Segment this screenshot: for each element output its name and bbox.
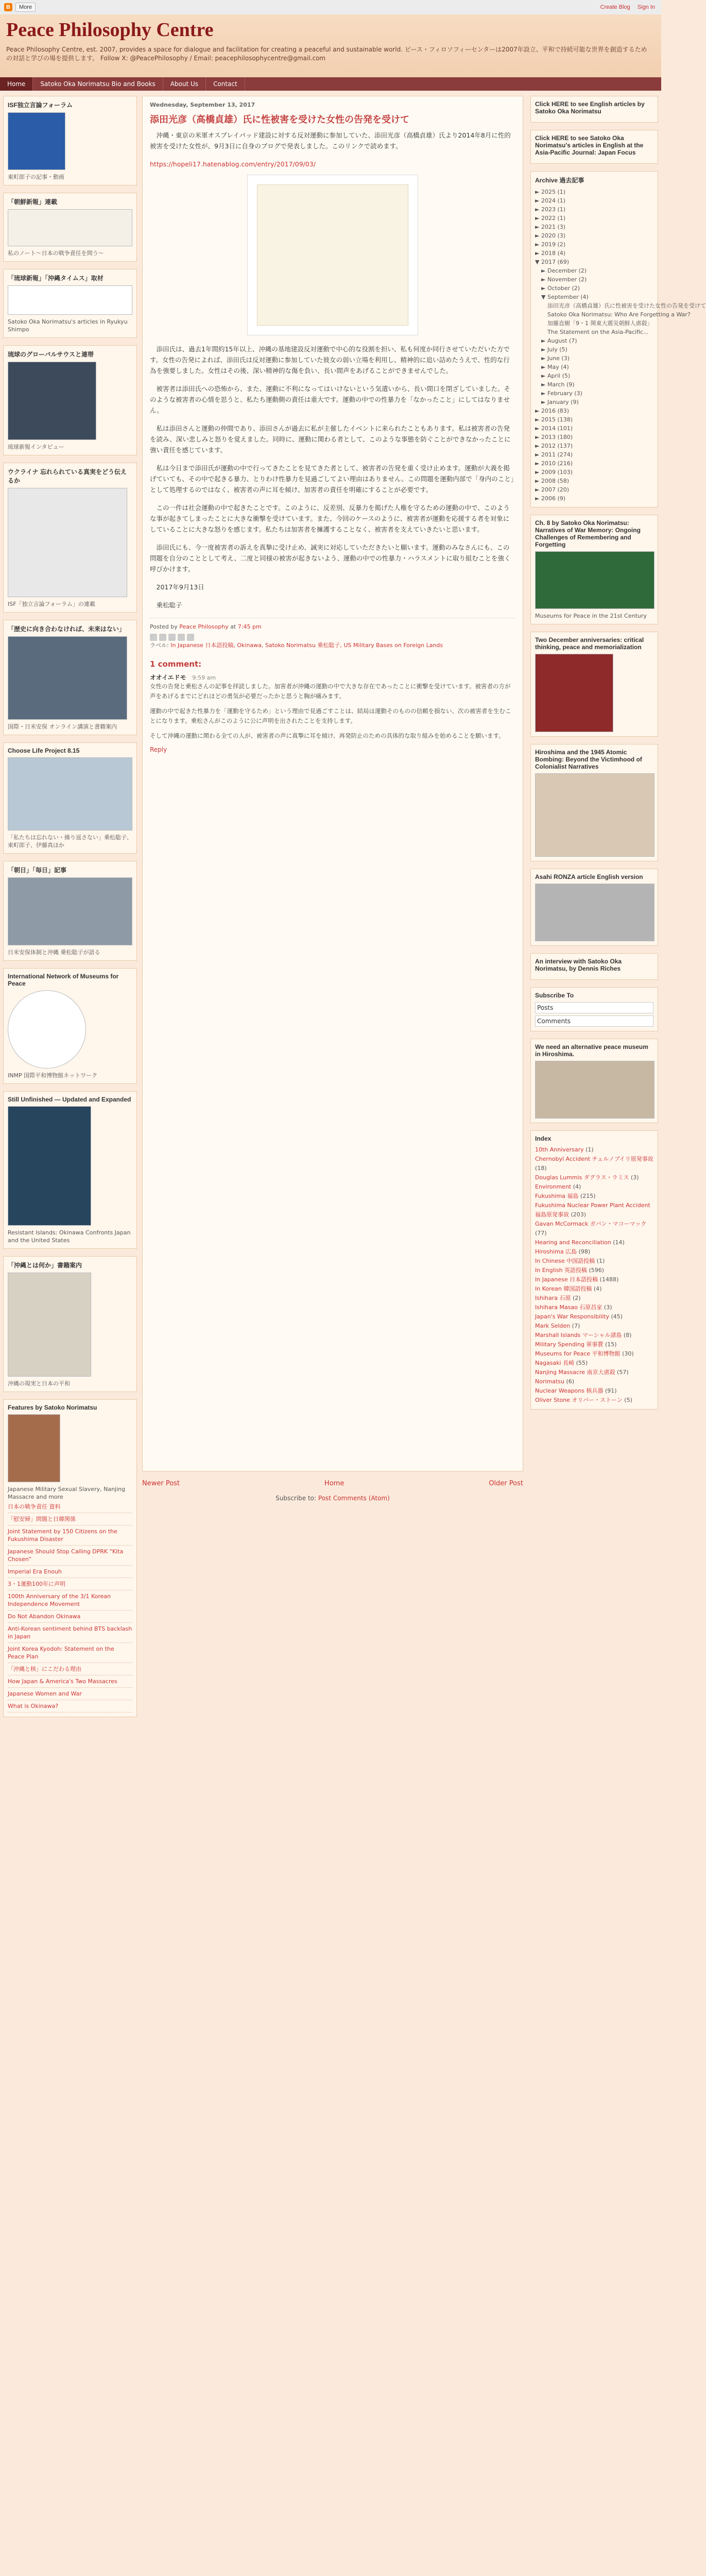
- newer-post-link[interactable]: Newer Post: [142, 1480, 180, 1487]
- choose-life-image[interactable]: [8, 757, 132, 831]
- label-list: [535, 1145, 653, 1405]
- label-item[interactable]: In Japanese 日本語投稿 (1488): [535, 1276, 619, 1283]
- gadget-index: [530, 1130, 658, 1410]
- gadget-caption[interactable]: 沖縄の現実と日本の平和: [8, 1380, 70, 1387]
- label-item[interactable]: Nuclear Weapons 核兵器 (91): [535, 1387, 617, 1394]
- archive-tree: [535, 188, 706, 503]
- gadget-caption[interactable]: Museums for Peace in the 21st Century: [535, 613, 647, 619]
- label-item[interactable]: Fukushima Nuclear Power Plant Accident 福島原発事故 (203): [535, 1202, 650, 1218]
- subscribe-footer: [142, 1495, 523, 1502]
- archive-month[interactable]: ► October (2): [541, 285, 580, 292]
- list-item[interactable]: 3・1運動100年に声明: [8, 1578, 132, 1590]
- archive-year[interactable]: ► 2025 (1): [535, 189, 566, 195]
- label-item[interactable]: Marshall Islands マーシャル諸島 (8): [535, 1332, 632, 1338]
- archive-post[interactable]: 加藤直樹「9・1 関東大震災朝鮮人虐殺」: [547, 320, 653, 327]
- gadget-subscribe: [530, 987, 658, 1031]
- share-pinterest-icon[interactable]: [187, 634, 194, 641]
- label-item[interactable]: Japan's War Responsibility (45): [535, 1313, 623, 1320]
- comments-section: [150, 659, 515, 753]
- label-item[interactable]: In English 英語投稿 (596): [535, 1267, 605, 1274]
- page-tabs: [0, 77, 661, 91]
- list-item[interactable]: 日本の戦争責任 資料: [8, 1501, 132, 1513]
- archive-year[interactable]: ► 2014 (101): [535, 425, 573, 432]
- label-item[interactable]: In Chinese 中国語投稿 (1): [535, 1258, 605, 1264]
- gadget-title[interactable]: An interview with Satoko Oka Norimatsu, by Dennis Riches: [535, 958, 622, 972]
- gadget-caption[interactable]: 琉球新報インタビュー: [8, 444, 64, 450]
- ryukyu-shimpo-logo[interactable]: [8, 285, 132, 315]
- label-item[interactable]: Military Spending 軍事費 (15): [535, 1341, 617, 1348]
- archive-month[interactable]: ► April (5): [541, 372, 571, 379]
- comment-paragraph: そして沖縄の運動に関わる全ての人が、被害者の声に真摯に耳を傾け、再発防止のための具体的な取り組みを始めることを願います。: [150, 732, 505, 739]
- gadget-caption[interactable]: ISF「独立言論フォーラム」の連載: [8, 601, 95, 607]
- list-item[interactable]: Do Not Abandon Okinawa: [8, 1611, 132, 1623]
- gadget-caption[interactable]: 「私たちは忘れない・繰り返さない」乗松聡子、東町郎子、伊藤真ほか: [8, 834, 132, 849]
- blog-description: Peace Philosophy Centre, est. 2007, provides a space for dialogue and facilitation for creating a peaceful and sustainable world. ピース・フィロソフィーセンターは2007年設立、平和で持続可能な世界を創造するための対話と学びの場を提供します。 Follow X: @PeacePhilosophy / Email: peacephilosophycentre@gmail.com: [6, 46, 647, 62]
- archive-post[interactable]: 添田光彦（高橋貞雄）氏に性被害を受けた女性の告発を受けて: [547, 302, 706, 309]
- list-item[interactable]: Joint Statement by 150 Citizens on the Fukushima Disaster: [8, 1526, 132, 1546]
- gadget-title: ISF独立言論フォーラム: [8, 101, 73, 109]
- blogger-navbar: [0, 0, 661, 15]
- archive-year[interactable]: ► 2012 (137): [535, 443, 573, 449]
- subscribe-atom-link[interactable]: Post Comments (Atom): [318, 1495, 390, 1502]
- inmp-logo[interactable]: [8, 990, 86, 1069]
- comment-paragraph: 女性の告発と乗松さんの記事を拝読しました。加害者が沖縄の運動の中で大きな存在であったことに衝撃を受けています。被害者の方が声をあげるまでにどれほどの勇気が必要だったかと思うと胸が痛みます。: [150, 683, 511, 700]
- gadget-museum: [530, 1039, 658, 1123]
- list-item[interactable]: How Japan & America's Two Massacres: [8, 1675, 132, 1688]
- post-body: [150, 130, 515, 611]
- archive-month[interactable]: ► January (9): [541, 399, 579, 405]
- more-button[interactable]: More: [15, 3, 36, 12]
- post-paragraph: 添田氏にも、今一度被害者の訴えを真摯に受け止め、誠実に対応していただきたいと願います。運動のみなさんにも、この問題を自分のこととして考え、二度と同様の被害が起きないよう、運動の中での性暴力・ハラスメントに取り組むことを強く呼びかけます。: [150, 544, 511, 573]
- list-item[interactable]: 100th Anniversary of the 3/1 Korean Independence Movement: [8, 1590, 132, 1611]
- gadget-history: [3, 620, 137, 735]
- post: [142, 96, 523, 1471]
- list-item[interactable]: Japanese Women and War: [8, 1688, 132, 1700]
- gadget-title: 「朝日」「毎日」記事: [8, 867, 67, 874]
- archive-year[interactable]: ► 2023 (1): [535, 206, 566, 213]
- asahi-image[interactable]: [8, 877, 132, 945]
- gadget-inmp: [3, 968, 137, 1084]
- archive-month[interactable]: ► March (9): [541, 381, 575, 388]
- isf-image[interactable]: [8, 112, 65, 170]
- post-paragraph: 私は今日まで添田氏が運動の中で行ってきたことを見てきた者として、被害者の告発を重く受け止めます。運動が大義を掲げていても、その中で起きる暴力、とりわけ性暴力を見過ごしてよい理由はありません。この問題を運動内部で「身内のこと」として処理するのではなく、被害者の声に耳を傾け、加害者の責任を明確にすることが必要です。: [150, 464, 514, 494]
- gadget-caption[interactable]: Japanese Military Sexual Slavery, Nanjing Massacre and more: [8, 1486, 126, 1500]
- label-item[interactable]: Chernobyl Accident チェルノブイリ原発事故 (18): [535, 1156, 653, 1172]
- right-sidebar: [530, 96, 706, 1417]
- gadget-book-chapter: [530, 515, 658, 624]
- label-item[interactable]: 10th Anniversary (1): [535, 1146, 594, 1153]
- archive-year[interactable]: ► 2015 (138): [535, 416, 573, 423]
- gadget-caption[interactable]: 私のノート〜日本の戦争責任を問う〜: [8, 250, 104, 257]
- okinawa-book-cover[interactable]: [8, 1273, 91, 1377]
- date-header: Wednesday, September 13, 2017: [150, 101, 255, 108]
- comment-body: [150, 682, 515, 741]
- donbass-image[interactable]: [8, 488, 127, 597]
- gadget-resistant-islands: [3, 1091, 137, 1249]
- history-image[interactable]: [8, 636, 127, 720]
- december-image[interactable]: [535, 654, 613, 732]
- gadget-japan-focus: [530, 130, 658, 164]
- main-content: [142, 96, 523, 1502]
- archive-year[interactable]: ► 2013 (180): [535, 434, 573, 440]
- feature-links: [8, 1501, 132, 1713]
- archive-year[interactable]: ► 2019 (2): [535, 241, 566, 248]
- gadget-caption[interactable]: 日米安保体制と沖縄 乗松聡子が語る: [8, 949, 100, 956]
- gadget-caption[interactable]: 国際・日米安保 オンライン講演と書籍案内: [8, 723, 117, 730]
- label-item[interactable]: Hiroshima 広島 (98): [535, 1248, 591, 1255]
- tab-home[interactable]: Home: [0, 77, 33, 91]
- subscribe-comments[interactable]: Comments: [535, 1015, 653, 1027]
- comments-heading: 1 comment:: [150, 659, 202, 669]
- label-item[interactable]: Mark Selden (7): [535, 1323, 580, 1329]
- resistant-islands-cover[interactable]: [8, 1106, 91, 1226]
- label-item[interactable]: Ishihara Masao 石原昌家 (3): [535, 1304, 612, 1311]
- gadget-caption[interactable]: INMP 国際平和博物館ネットワーク: [8, 1072, 98, 1079]
- archive-month[interactable]: ► August (7): [541, 337, 577, 344]
- post-intro: 沖縄・東京の米軍オスプレイパッド建設に対する反対運動に参加していた、添田光彦（高橋貞雄）氏より2014年8月に性的被害を受けた女性が、9月3日に自身のブログで発表しました。このリンクで読めます。: [150, 131, 511, 150]
- label-item[interactable]: In Korean 韓国語投稿 (4): [535, 1285, 602, 1292]
- archive-year[interactable]: ► 2006 (9): [535, 495, 566, 502]
- archive-year[interactable]: ► 2008 (58): [535, 478, 570, 484]
- post-paragraph: 私は添田さんと運動の仲間であり、添田さんが過去に私が主催したイベントに来られたこともあります。私は被害者の告発を読み、深い悲しみと怒りを覚えました。同時に、運動に関わる者として、このような事態を防ぐことができなかったことに強い責任を感じています。: [150, 425, 511, 454]
- museum-image[interactable]: [535, 1061, 655, 1118]
- gadget-title: ウクライナ 忘れられている真実をどう伝えるか: [8, 468, 127, 484]
- posted-by-label: Posted by: [150, 623, 178, 630]
- post-signature: 乗松聡子: [156, 601, 182, 609]
- archive-month[interactable]: ► December (2): [541, 267, 587, 274]
- post-paragraph: 被害者は添田氏への恐怖から、また、運動に不利になってはいけないという気遣いから、長い間口を閉ざしていました。そのような被害者の心情を思うと、私たち運動側の責任は重大です。運動の中での性暴力を「なかったこと」にしてはなりません。: [150, 385, 511, 414]
- email-icon[interactable]: [150, 634, 157, 641]
- gadget-choose-life: [3, 742, 137, 854]
- post-author-link[interactable]: Peace Philosophy: [179, 623, 229, 630]
- post-labels[interactable]: In Japanese 日本語投稿, Okinawa, Satoko Norimatsu 乗松聡子, US Military Bases on Foreign Lands: [170, 642, 443, 649]
- gadget-archive: [530, 171, 706, 507]
- archive-year[interactable]: ► 2018 (4): [535, 250, 566, 257]
- archive-title: Archive 過去記事: [535, 177, 584, 184]
- gadget-title: Asahi RONZA article English version: [535, 873, 643, 880]
- label-item[interactable]: Norimatsu (6): [535, 1378, 575, 1385]
- archive-year[interactable]: ► 2022 (1): [535, 215, 566, 222]
- label-item[interactable]: Hearing and Reconciliation (14): [535, 1239, 625, 1246]
- label-item[interactable]: Nagasaki 長崎 (55): [535, 1360, 588, 1366]
- gadget-features: [3, 1399, 137, 1717]
- global-south-image[interactable]: [8, 362, 96, 440]
- post-footer: Posted by Peace Philosophy at 7:45 pm ラベル: In Japanese 日本語投稿, Okinawa, Satoko Norimatsu 乗松聡子, US Military Bases on Foreign Lands: [150, 618, 515, 650]
- gadget-asahi-ronza: [530, 869, 658, 946]
- index-title: Index: [535, 1135, 552, 1142]
- ronza-image[interactable]: [535, 884, 655, 941]
- label-item[interactable]: Fukushima 福島 (215): [535, 1193, 596, 1199]
- archive-year[interactable]: ► 2009 (103): [535, 469, 573, 476]
- gadget-title: 「朝鮮新報」連載: [8, 198, 58, 206]
- gadget-title: Ch. 8 by Satoko Oka Norimatsu: Narratives of War Memory: Ongoing Challenges of Remembering and Forgetting: [535, 519, 641, 548]
- gadget-title: Still Unfinished — Updated and Expanded: [8, 1096, 131, 1103]
- subscribe-posts[interactable]: Posts: [535, 1002, 653, 1013]
- label-item[interactable]: Museums for Peace 平和博物館 (30): [535, 1350, 634, 1357]
- list-item[interactable]: 「慰安婦」問題と日韓関係: [8, 1513, 132, 1526]
- label-item[interactable]: Gavan McCormack ガバン・マコーマック (77): [535, 1221, 647, 1236]
- gadget-ukraine: [3, 463, 137, 613]
- gadget-caption[interactable]: 東町郎子の記事・動画: [8, 174, 64, 180]
- share-icons: [150, 634, 515, 641]
- list-item[interactable]: Anti-Korean sentiment behind BTS backlash in Japan: [8, 1623, 132, 1643]
- comment-author[interactable]: オオイエドモ: [150, 674, 186, 681]
- list-item[interactable]: Japanese Should Stop Calling DPRK “Kita Chosen”: [8, 1546, 132, 1566]
- archive-month[interactable]: ► July (5): [541, 346, 567, 353]
- gadget-title: Features by Satoko Norimatsu: [8, 1404, 97, 1411]
- archive-month[interactable]: ► February (3): [541, 390, 582, 397]
- archive-month[interactable]: ► June (3): [541, 355, 570, 362]
- gadget-title: Hiroshima and the 1945 Atomic Bombing: Beyond the Victimhood of Colonialist Narratives: [535, 749, 642, 770]
- comment-paragraph: 運動の中で起きた性暴力を「運動を守るため」という理由で見過ごすことは、結局は運動そのものの信頼を損ない、次の被害者を生むことになります。乗松さんがこのように公に声明を出されたことを支持します。: [150, 707, 511, 724]
- sign-in-link[interactable]: Sign In: [637, 4, 655, 10]
- post-time-link[interactable]: 7:45 pm: [237, 623, 262, 630]
- blog-title[interactable]: Peace Philosophy Centre: [6, 19, 214, 41]
- subscribe-prefix: Subscribe to:: [275, 1495, 317, 1502]
- tab-about[interactable]: About Us: [163, 77, 206, 91]
- share-x-icon[interactable]: [168, 634, 176, 641]
- post-date: 2017年9月13日: [156, 583, 204, 591]
- share-facebook-icon[interactable]: [178, 634, 185, 641]
- list-item[interactable]: Joint Korea Kyodoh: Statement on the Peace Plan: [8, 1643, 132, 1663]
- features-image[interactable]: [8, 1414, 60, 1482]
- gadget-ryukyu: [3, 269, 137, 338]
- gadget-title: Two December anniversaries: critical thinking, peace and memorialization: [535, 636, 644, 651]
- gadget-english-articles: [530, 96, 658, 123]
- home-link[interactable]: Home: [324, 1480, 345, 1487]
- chosen-shinpo-image[interactable]: [8, 209, 132, 246]
- gadget-title: 「琉球新報」「沖縄タイムス」取材: [8, 275, 104, 282]
- gadget-title: Choose Life Project 8.15: [8, 747, 80, 754]
- gadget-interview: [530, 953, 658, 980]
- link-preview[interactable]: [247, 175, 418, 335]
- gadget-title: Subscribe To: [535, 992, 574, 999]
- archive-month[interactable]: ▼ September (4): [541, 294, 589, 300]
- left-sidebar: [3, 96, 137, 1724]
- label-item[interactable]: Oliver Stone オリバー・ストーン (5): [535, 1397, 632, 1403]
- labels-prefix: ラベル:: [150, 642, 169, 649]
- gadget-isf: [3, 96, 137, 185]
- archive-year[interactable]: ► 2021 (3): [535, 224, 566, 230]
- tab-bio[interactable]: Satoko Oka Norimatsu Bio and Books: [33, 77, 163, 91]
- archive-year[interactable]: ► 2007 (20): [535, 486, 570, 493]
- label-item[interactable]: Ishihara 石原 (2): [535, 1295, 581, 1301]
- gadget-asahi-mainichi: [3, 861, 137, 961]
- gadget-title: We need an alternative peace museum in Hiroshima.: [535, 1043, 648, 1058]
- list-item[interactable]: What is Okinawa?: [8, 1700, 132, 1713]
- archive-year[interactable]: ► 2011 (274): [535, 451, 573, 458]
- label-item[interactable]: Nanjing Massacre 南京大虐殺 (57): [535, 1369, 629, 1376]
- blogger-logo-icon[interactable]: B: [4, 3, 12, 11]
- archive-year[interactable]: ► 2016 (83): [535, 408, 570, 414]
- gadget-caption[interactable]: Satoko Oka Norimatsu's articles in Ryukyu Shimpo: [8, 318, 128, 333]
- archive-month[interactable]: ► November (2): [541, 276, 587, 283]
- gadget-title: 琉球のグローバルサウスと連帯: [8, 351, 94, 358]
- reply-link[interactable]: Reply: [150, 746, 167, 753]
- list-item[interactable]: Imperial Era Enouh: [8, 1566, 132, 1578]
- book-image[interactable]: [535, 551, 655, 609]
- label-item[interactable]: Douglas Lummis ダグラス・ラミス (3): [535, 1174, 639, 1181]
- archive-year[interactable]: ▼ 2017 (69): [535, 259, 570, 265]
- post-paragraph: 添田氏は、過去1年間約15年以上、沖縄の基地建設反対運動で中心的な役割を担い、私も何度か同行させていただいた方です。女性の告発によれば、添田氏は反対運動に参加していた彼女の弱い立場を利用し、精神的に追い詰めたうえで、性的な行為を強要しました。女性はその後、深い精神的な傷を負い、長い間声をあげることができませんでした。: [150, 345, 510, 375]
- gadget-global-south: [3, 345, 137, 455]
- gadget-okinawa-book: [3, 1256, 137, 1392]
- list-item[interactable]: 「沖縄と核」にこだわる理由: [8, 1663, 132, 1675]
- blogthis-icon[interactable]: [159, 634, 166, 641]
- older-post-link[interactable]: Older Post: [489, 1480, 523, 1487]
- blog-pager: [142, 1480, 523, 1487]
- gadget-chosen-shinpo: [3, 193, 137, 262]
- tab-contact[interactable]: Contact: [206, 77, 245, 91]
- gadget-december: [530, 632, 658, 737]
- gadget-hiroshima: [530, 744, 658, 861]
- gadget-title: 「沖縄とは何か」書籍案内: [8, 1262, 82, 1269]
- archive-year[interactable]: ► 2020 (3): [535, 232, 566, 239]
- post-title[interactable]: 添田光彦（高橋貞雄）氏に性被害を受けた女性の告発を受けて: [150, 114, 409, 125]
- post-link[interactable]: https://hopeli17.hatenablog.com/entry/2017/09/03/: [150, 160, 316, 168]
- comment-timestamp[interactable]: 9:59 am: [192, 674, 216, 681]
- archive-month[interactable]: ► May (4): [541, 364, 569, 370]
- gadget-title: International Network of Museums for Peace: [8, 973, 119, 987]
- label-item[interactable]: Environment (4): [535, 1183, 581, 1190]
- gadget-title[interactable]: Click HERE to see English articles by Satoko Oka Norimatsu: [535, 100, 645, 115]
- archive-post[interactable]: The Statement on the Asia-Pacific...: [547, 329, 649, 335]
- gadget-caption[interactable]: Resistant Islands: Okinawa Confronts Japan and the United States: [8, 1229, 131, 1244]
- archive-year[interactable]: ► 2024 (1): [535, 197, 566, 204]
- post-paragraph: この一件は社会運動の中で起きたことです。このように、反差別、反暴力を掲げた人権を守るための運動の中で、このような事が起きてしまったことに大きな衝撃を受けています。また、今回のケースのように、被害者が運動を応援する者を対象にしていることに大きな怒りを感じます。私たちは加害者を擁護することなく、被害者を支えていきたいと思います。: [150, 504, 510, 533]
- blog-header: [0, 14, 661, 77]
- gadget-title[interactable]: Click HERE to see Satoko Oka Norimatsu's articles in English at the Asia-Pacific Journal: Japan Focus: [535, 134, 644, 156]
- create-blog-link[interactable]: Create Blog: [600, 4, 630, 10]
- hiroshima-image[interactable]: [535, 773, 655, 857]
- archive-post[interactable]: Satoko Oka Norimatsu: Who Are Forgetting a War?: [547, 311, 691, 318]
- link-preview-image: [257, 184, 408, 326]
- archive-year[interactable]: ► 2010 (216): [535, 460, 573, 467]
- gadget-title: 「歴史に向き合わなければ、未来はない」: [8, 625, 126, 633]
